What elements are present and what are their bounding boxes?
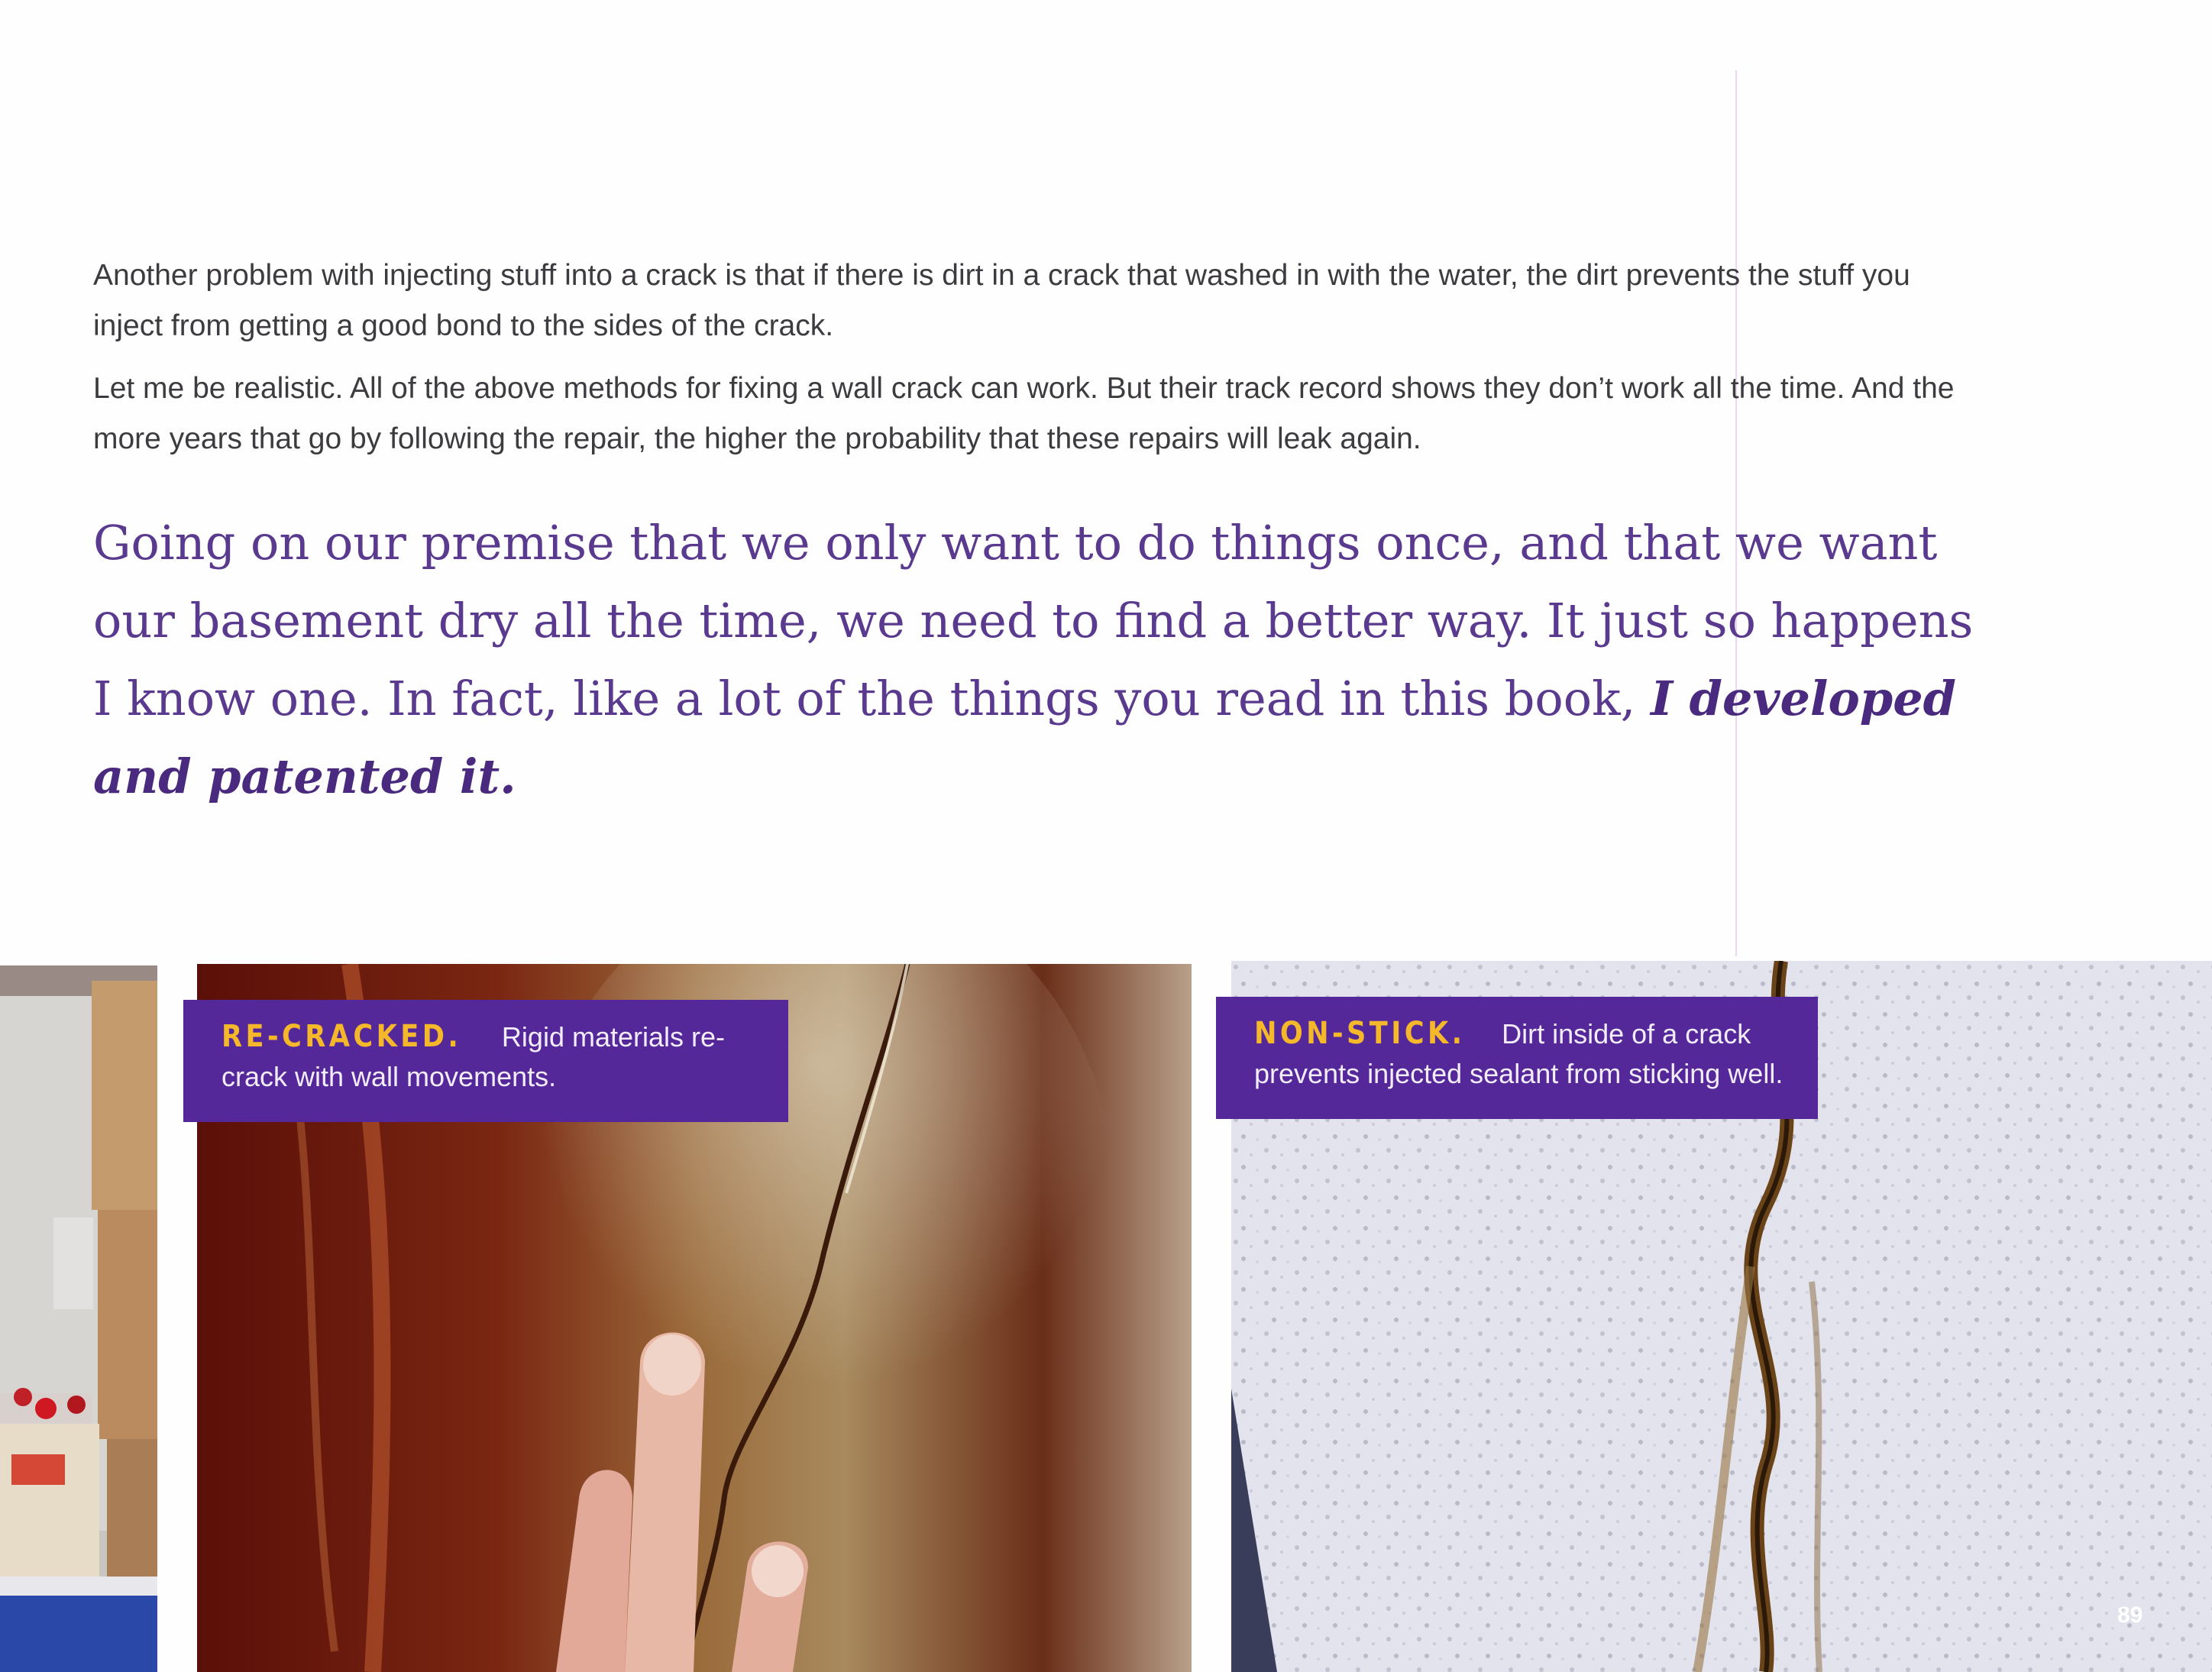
caption-nonstick-keyword: NON-STICK. <box>1254 1016 1466 1051</box>
body-paragraph-2: Let me be realistic. All of the above methods for fixing a wall crack can work. But their track record shows they don’t work all the time. And the more years that go by following the repair, the higher the probability that these repairs will leak again. <box>93 372 1955 455</box>
pull-quote-text: Going on our premise that we only want to do things once, and that we want our basement dry all the time, we need to find a better way. It just so happens I know one. In fact, like a lot of the things you read in this book, <box>93 515 1974 726</box>
body-paragraph-1: Another problem with injecting stuff into a crack is that if there is dirt in a crack that washed in with the water, the dirt prevents the stuff you inject from getting a good bond to the sides of the crack. <box>93 259 1910 342</box>
storage-boxes-image <box>0 965 157 1672</box>
caption-nonstick-text: Dirt inside of a crack prevents injected sealant from sticking well. <box>1254 1018 1784 1089</box>
caption-nonstick <box>1216 997 1818 1119</box>
page-number: 89 <box>2117 1602 2143 1628</box>
caption-recracked <box>183 1000 788 1122</box>
pull-quote <box>93 504 1987 816</box>
pull-quote-emphasis: I developed and patented it. <box>93 671 1956 804</box>
photo-storage-boxes <box>0 965 157 1672</box>
caption-recracked-text: Rigid materials re-crack with wall movements. <box>222 1021 726 1092</box>
caption-recracked-keyword: RE-CRACKED. <box>222 1019 462 1054</box>
